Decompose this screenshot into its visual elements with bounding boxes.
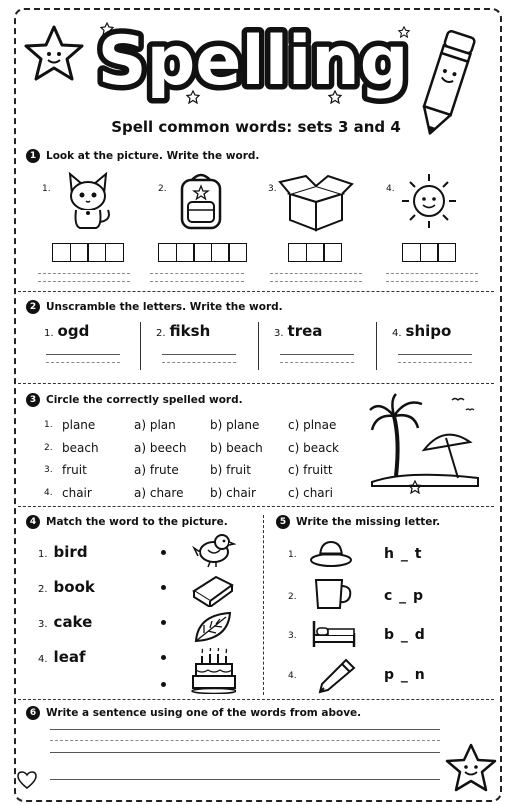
writing-line[interactable] [38,273,130,274]
item-number: 1. [42,184,51,194]
match-dot[interactable] [161,585,166,590]
item-number: 3. [288,631,297,641]
writing-line[interactable] [280,362,354,363]
section-5-heading [276,515,440,529]
column-separator [263,515,264,695]
bird-icon [192,530,236,568]
svg-text:Spelling: Spelling [97,22,409,101]
choice-option[interactable]: b) beach [210,441,263,455]
scrambled-word: 4. shipo [392,322,452,340]
heart-icon [16,770,38,790]
section-instruction: Write the missing letter. [296,516,441,528]
section-number: 3 [26,393,40,407]
match-dot[interactable] [161,655,166,660]
section-instruction: Write a sentence using one of the words from above. [46,707,362,719]
item-number: 4. [386,184,395,194]
writing-line[interactable] [38,281,130,282]
choice-option[interactable]: c) fruitt [288,463,333,477]
choice-option[interactable]: a) chare [134,486,184,500]
letter-boxes[interactable] [158,243,246,262]
smiling-star-icon [444,742,498,794]
target-word: plane [62,418,96,432]
letter-boxes[interactable] [402,243,455,262]
column-separator [140,322,141,370]
choice-option[interactable]: c) plnae [288,418,337,432]
writing-line[interactable] [386,281,478,282]
section-1-heading [26,149,259,163]
cup-icon [312,576,354,612]
section-number: 6 [26,706,40,720]
letter-boxes[interactable] [288,243,341,262]
section-divider [18,383,494,384]
section-3-heading [26,393,243,407]
section-divider [18,506,494,507]
letter-boxes[interactable] [52,243,122,262]
column-separator [376,322,377,370]
sentence-line[interactable] [50,740,440,741]
book-icon [190,571,236,607]
writing-line[interactable] [270,273,362,274]
section-number: 2 [26,300,40,314]
writing-line[interactable] [398,362,472,363]
section-divider [18,699,494,700]
choice-option[interactable]: a) frute [134,463,179,477]
match-dot[interactable] [161,620,166,625]
section-number: 1 [26,149,40,163]
smiling-star-icon [22,24,86,82]
choice-option[interactable]: c) chari [288,486,333,500]
missing-letter-word[interactable]: p _ n [384,667,426,683]
writing-line[interactable] [398,354,472,355]
writing-line[interactable] [150,281,244,282]
writing-line[interactable] [386,273,478,274]
beach-scene-icon [366,390,484,496]
match-dot[interactable] [161,682,166,687]
sentence-line[interactable] [50,779,440,780]
bed-icon [310,617,358,649]
target-word: chair [62,486,92,500]
choice-option[interactable]: b) chair [210,486,256,500]
leaf-icon [192,609,234,645]
writing-line[interactable] [270,281,362,282]
target-word: beach [62,441,99,455]
sentence-line[interactable] [50,729,440,730]
page-title [88,10,418,110]
box-icon [276,170,356,234]
match-word: 3. cake [38,613,93,631]
match-word: 1. bird [38,543,88,561]
writing-line[interactable] [162,362,236,363]
choice-option[interactable]: a) beech [134,441,187,455]
section-divider [18,291,494,292]
item-number: 3. [268,184,277,194]
worksheet-subtitle: Spell common words: sets 3 and 4 [111,118,401,136]
section-number: 4 [26,515,40,529]
section-instruction: Unscramble the letters. Write the word. [46,301,283,313]
scrambled-word: 3. trea [274,322,323,340]
sentence-line[interactable] [50,752,440,753]
match-dot[interactable] [161,550,166,555]
item-number: 1. [288,550,297,560]
writing-line[interactable] [150,273,244,274]
starfish-icon [408,480,422,494]
writing-line[interactable] [46,362,120,363]
scrambled-word: 2. fiksh [156,322,211,340]
cake-icon [190,648,236,694]
backpack-icon [168,168,234,232]
item-number: 4. [288,671,297,681]
writing-line[interactable] [280,354,354,355]
missing-letter-word[interactable]: c _ p [384,588,425,604]
section-number: 5 [276,515,290,529]
sun-icon [396,170,462,232]
cat-icon [58,166,118,232]
choice-option[interactable]: b) fruit [210,463,251,477]
missing-letter-word[interactable]: b _ d [384,627,426,643]
section-4-heading [26,515,228,529]
hat-icon [308,538,354,570]
column-separator [258,322,259,370]
section-instruction: Match the word to the picture. [46,516,228,528]
pen-icon [316,656,358,696]
section-instruction: Look at the picture. Write the word. [46,150,260,162]
target-word: fruit [62,463,87,477]
missing-letter-word[interactable]: h _ t [384,546,423,562]
scrambled-word: 1. ogd [44,322,90,340]
section-6-heading [26,706,361,720]
match-word: 4. leaf [38,648,86,666]
choice-option[interactable]: c) beack [288,441,339,455]
writing-line[interactable] [162,354,236,355]
item-number: 2. [158,184,167,194]
item-number: 2. [288,592,297,602]
choice-option[interactable]: b) plane [210,418,260,432]
section-2-heading [26,300,283,314]
match-word: 2. book [38,578,95,596]
choice-option[interactable]: a) plan [134,418,176,432]
section-instruction: Circle the correctly spelled word. [46,394,243,406]
writing-line[interactable] [46,354,120,355]
